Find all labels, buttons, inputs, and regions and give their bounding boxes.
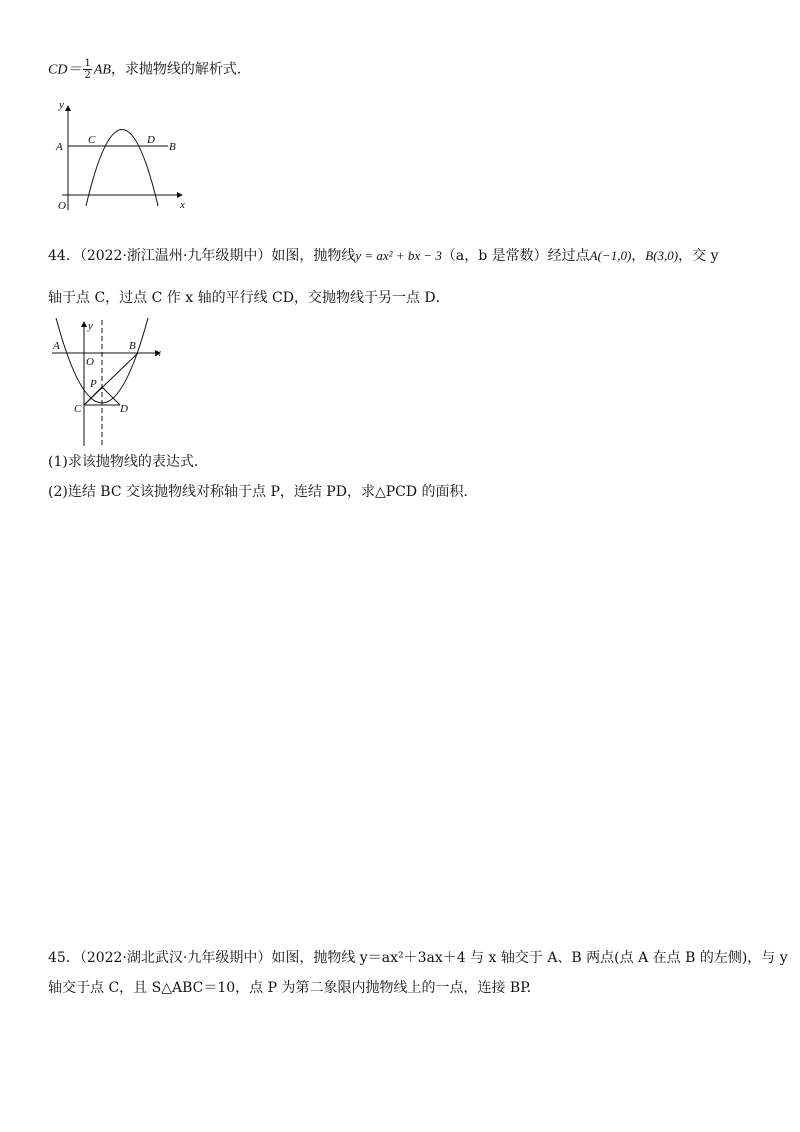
q44-subquestion-2: (2)连结 BC 交该抛物线对称轴于点 P，连结 PD，求△PCD 的面积． [48, 484, 478, 500]
q44-subquestion-1: (1)求该抛物线的表达式． [48, 454, 208, 470]
q44-label-b: B [129, 340, 136, 352]
q43-label-a: A [56, 141, 63, 153]
q44-label-p: P [90, 378, 97, 390]
q43-label-c: C [88, 134, 96, 146]
q44-label-d: D [120, 403, 128, 415]
q45-line1 [48, 948, 788, 968]
q43-label-o: O [58, 200, 66, 212]
q44-label-o: O [86, 356, 94, 368]
q43-figure [52, 98, 202, 218]
q44-const-note: （a，b 是常数）经过点 [441, 248, 590, 264]
q44-label-a: A [53, 340, 60, 352]
q43-ab: AB [93, 62, 111, 78]
q43-cd: CD＝ [48, 62, 82, 78]
q44-point-a: A(−1,0) [589, 248, 632, 263]
q43-label-d: D [147, 134, 155, 146]
q43-label-b: B [169, 141, 176, 153]
q45-number: 45． [48, 950, 80, 966]
q44-label-c: C [74, 403, 82, 415]
q44-intro: 如图，抛物线 [271, 248, 356, 264]
q45-source: （2022·湖北武汉·九年级期中） [79, 950, 272, 966]
q44-number: 44． [48, 248, 80, 264]
q44-line2: 轴于点 C，过点 C 作 x 轴的平行线 CD，交抛物线于另一点 D． [48, 290, 450, 306]
q43-label-x: x [180, 199, 185, 211]
q44-line1: 44．（2022·浙江温州·九年级期中）如图，抛物线y = ax² + bx − 3（a，b 是常数）经过点A(−1,0)，B(3,0)，交 y [48, 248, 719, 264]
q44-equation: y = ax² + bx − 3 [355, 248, 442, 263]
q44-source: （2022·浙江温州·九年级期中） [79, 248, 272, 264]
q43-text-line [48, 58, 251, 81]
q43-fraction [83, 58, 91, 81]
q43-frac-num: 1 [84, 58, 91, 69]
q44-point-b: B(3,0) [645, 248, 679, 263]
q44-label-x: x [156, 347, 161, 359]
q43-label-y: y [59, 99, 64, 111]
q45-line2: 轴交于点 C，且 S△ABC＝10，点 P 为第二象限内抛物线上的一点，连接 BP. [48, 980, 532, 996]
q44-tail: ，交 y [678, 248, 719, 264]
q43-frac-den: 2 [84, 70, 91, 81]
q44-label-y: y [88, 320, 93, 332]
q45-line1-rest: 如图，抛物线 y＝ax²＋3ax＋4 与 x 轴交于 A、B 两点(点 A 在点 B 的左侧)，与 y [271, 950, 788, 966]
q43-suffix: ，求抛物线的解析式． [110, 61, 251, 78]
q44-figure [50, 318, 175, 448]
